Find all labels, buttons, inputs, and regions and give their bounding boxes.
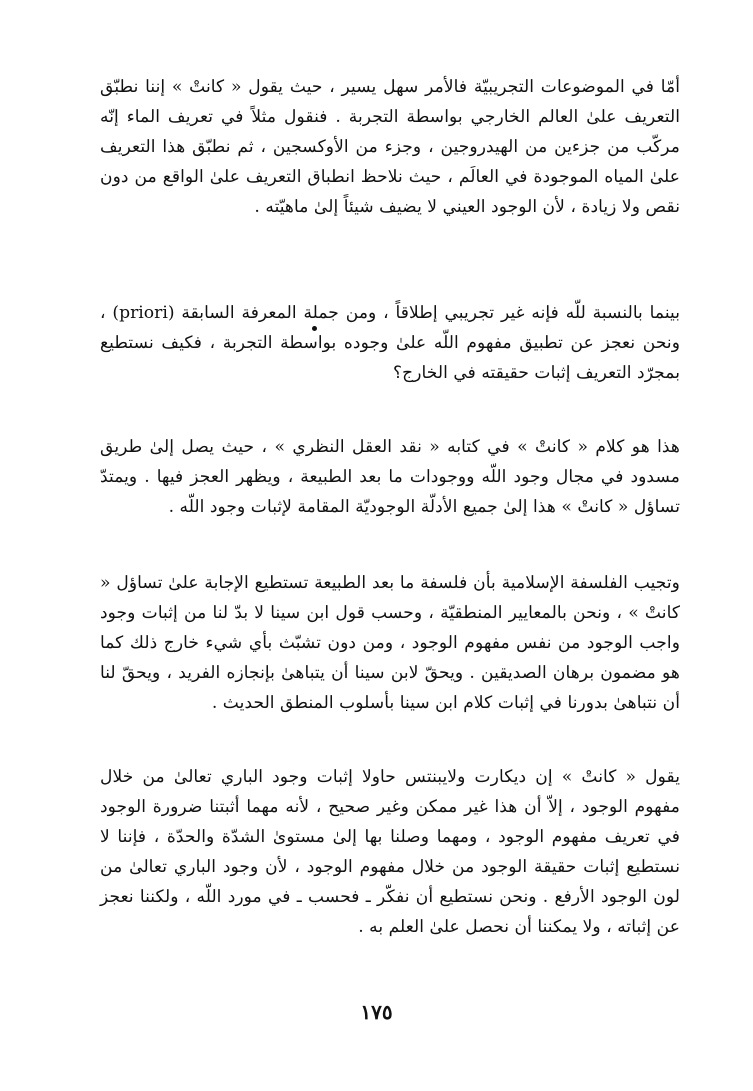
separator-dot <box>312 326 317 331</box>
paragraph-kant-empirical: أمّا في الموضوعات التجريبيّة فالأمر سهل يسير ، حيث يقول « كانتْ » إننا نطبّق التعريف علىٰ العالم الخارجي بواسطة التجربة . فنقول مثلاً في تعريف الماء إنّه مركّب من جزءين من الهيدروجين ، وجزء من الأوكسجين ، ثم نطبّق هذا التعريف علىٰ المياه الموجودة في العالَم ، حيث نلاحظ انطباق التعريف علىٰ الواقع من دون نقص ولا زيادة ، لأن الوجود العيني لا يضيف شيئاً إلىٰ ماهيّته . <box>100 77 680 217</box>
page-body <box>100 72 680 972</box>
paragraph-descartes-leibniz: يقول « كانتْ » إن ديكارت ولايبنتس حاولا إثبات وجود الباري تعالىٰ من خلال مفهوم الوجود ، إلاّ أن هذا غير ممكن وغير صحيح ، لأنه مهما أثبتنا ضرورة الوجود في تعريف مفهوم الوجود ، ومهما وصلنا بها إلىٰ مستوىٰ الشدّة والحدّة ، فإننا لا نستطيع إثبات حقيقة الوجود من خلال مفهوم الوجود ، لأن وجود الباري تعالىٰ من لون الوجود الأرفع . ونحن نستطيع أن نفكّر ـ فحسب ـ في مورد اللّه ، ولكننا نعجز عن إثباته ، ولا يمكننا أن نحصل علىٰ العلم به . <box>100 767 680 937</box>
paragraph-critique-of-pure-reason: هذا هو كلام « كانتْ » في كتابه « نقد العقل النظري » ، حيث يصل إلىٰ طريق مسدود في مجال وجود اللّه ووجودات ما بعد الطبيعة ، ويظهر العجز فيها . ويمتدّ تساؤل « كانتْ » هذا إلىٰ جميع الأدلّة الوجوديّة المقامة لإثبات وجود اللّه . <box>100 437 680 517</box>
paragraph-islamic-philosophy-answer: وتجيب الفلسفة الإسلامية بأن فلسفة ما بعد الطبيعة تستطيع الإجابة علىٰ تساؤل « كانتْ » ، ونحن بالمعايير المنطقيّة ، وحسب قول ابن سينا لا بدّ لنا من إثبات وجود واجب الوجود من نفس مفهوم الوجود ، ومن دون تشبّث بأي شيء خارج ذلك كما هو مضمون برهان الصديقين . ويحقّ لابن سينا أن يتباهىٰ بإنجازه الفريد ، ويحقّ لنا أن نتباهىٰ بدورنا في إثبات كلام ابن سينا بأسلوب المنطق الحديث . <box>100 573 680 713</box>
paragraph-god-non-empirical: بينما بالنسبة للّه فإنه غير تجريبي إطلاقاً ، ومن جملة المعرفة السابقة (priori) ، ونحن نعجز عن تطبيق مفهوم اللّه علىٰ وجوده بواسطة التجربة ، فكيف نستطيع بمجرّد التعريف إثبات حقيقته في الخارج؟ <box>100 303 680 383</box>
page-number: ١٧٥ <box>360 1000 393 1024</box>
